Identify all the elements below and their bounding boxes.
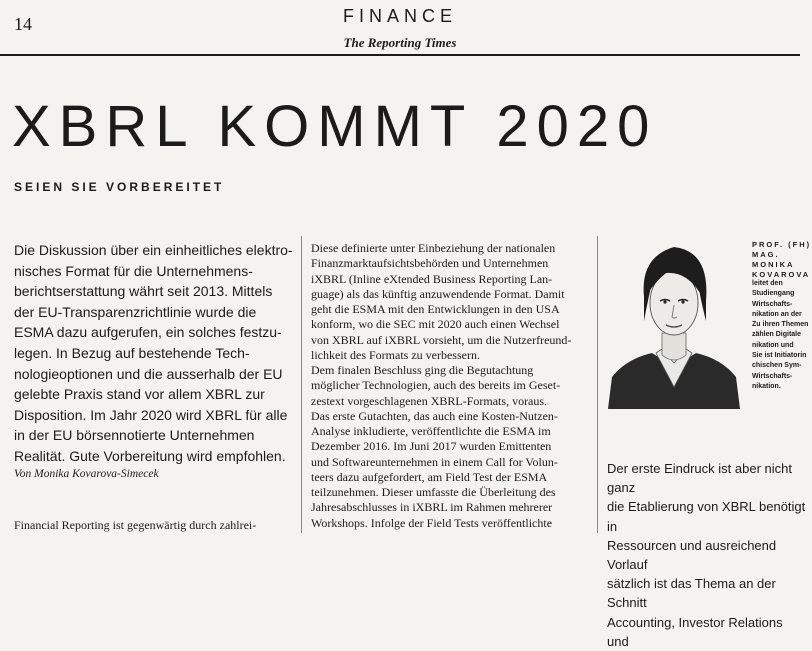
author-portrait — [606, 237, 742, 409]
author-bio: leitet den Studiengang Wirtschafts- nikation an der Zu ihren Themen zählen Digitale nikation und Sie ist Initiatorin chischen Sym- Wirtschafts- nikation. — [752, 280, 809, 390]
headline: XBRL KOMMT 2020 — [12, 94, 658, 159]
author-name: PROF. (FH) MAG. MONIKA KOVAROVA — [752, 240, 812, 279]
page-number: 14 — [14, 14, 32, 34]
column-rule-right — [597, 236, 598, 533]
byline: Von Monika Kovarova-Simecek — [14, 468, 159, 480]
header-divider — [0, 54, 800, 56]
column-3-text: Der erste Eindruck ist aber nicht ganz die Etablierung von XBRL benötigt in Ressourcen und ausreichend Vorlauf sätzlich ist das Thema an der Schnitt Accounting, Investor Relations und — [607, 461, 806, 649]
column-1-text: Financial Reporting ist gegenwärtig durch zahlrei- — [14, 518, 257, 532]
section-title: FINANCE — [342, 6, 457, 26]
column-rule-left — [301, 236, 302, 533]
subheadline: SEIEN SIE VORBEREITET — [14, 180, 225, 194]
portrait-illustration — [606, 237, 742, 409]
masthead-logo: The Reporting Times — [343, 35, 457, 50]
lead-paragraph: Die Diskussion über ein einheitliches elektro- nisches Format für die Unternehmens- berichtserstattung währt seit 2013. Mittels der EU-Transparenzrichtlinie wurde die ESMA dazu aufgerufen, ein solches festzu- legen. In Bezug auf bestehende Tech- nologieoptionen und die ausserhalb der EU gelebte Praxis stand vor allem XBRL zur Disposition. Im Jahr 2020 wird XBRL für alle in der EU börsennotierte Unternehmen Realität. Gute Vorbereitung wird empfohlen. — [14, 242, 293, 464]
column-2-text: Diese definierte unter Einbeziehung der nationalen Finanzmarktaufsichtsbehörden und Unternehmen iXBRL (Inline eXtended Business Reporting Lan- guage) als das künftig anzuwendende Format. Damit geht die ESMA mit den Entwicklungen in den USA konform, wo die SEC mit 2020 auch einen Wechsel von XBRL auf iXBRL vorsieht, um die Nutzerfreund- lichkeit des Formats zu verbessern. Dem finalen Beschluss ging die Begutachtung möglicher Technologien, auch des bereits im Geset- zestext vorgeschlagenen XBRL-Formats, voraus. Das erste Gutachten, das auch eine Kosten-Nutzen- Analyse inkludierte, veröffentlichte die ESMA im Dezember 2016. Im Juni 2017 wurden Emittenten und Softwareunternehmen in einem Call for Volun- teers dazu aufgefordert, am Field Test der ESMA teilzunehmen. Dieser umfasste die Überleitung des Jahresabschlusses in iXBRL im Rahmen mehrerer Workshops. Infolge der Field Tests veröffentlichte — [311, 241, 572, 530]
